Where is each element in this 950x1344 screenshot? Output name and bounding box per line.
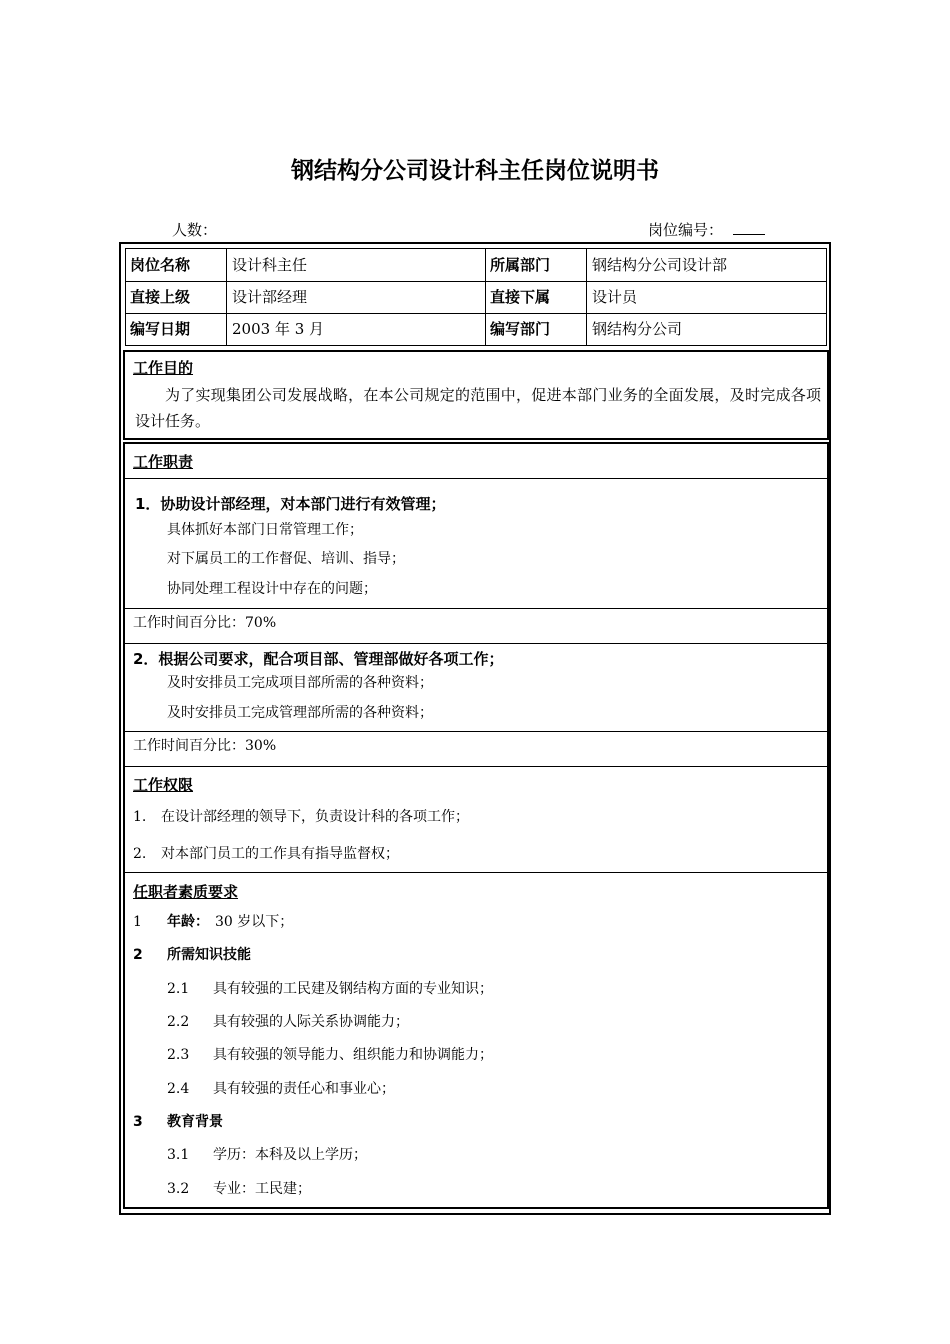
authority-item-1: 1. 在设计部经理的领导下，负责设计科的各项工作； bbox=[133, 809, 469, 825]
post-number-blank bbox=[733, 222, 765, 235]
label-date: 编写日期 bbox=[130, 320, 191, 338]
post-number bbox=[648, 219, 765, 240]
qual-skill-2-2: 2.2 具有较强的人际关系协调能力； bbox=[167, 1014, 409, 1030]
duty-group-2-time: 工作时间百分比：30% bbox=[133, 738, 277, 754]
label-subordinates: 直接下属 bbox=[490, 288, 551, 306]
label-post-name: 岗位名称 bbox=[130, 256, 191, 274]
purpose-text: 为了实现集团公司发展战略，在本公司规定的范围中，促进本部门业务的全面发展，及时完成各项设计任务。 bbox=[135, 386, 821, 430]
info-table bbox=[125, 248, 827, 346]
post-number-label: 岗位编号： bbox=[648, 221, 724, 239]
job-description-frame bbox=[119, 242, 831, 1215]
label-supervisor: 直接上级 bbox=[130, 288, 191, 306]
duty-group-2-title: 2．根据公司要求，配合项目部、管理部做好各项工作； bbox=[133, 650, 504, 668]
value-author-dept: 钢结构分公司 bbox=[592, 320, 683, 338]
duties-section: 工作职责 1．协助设计部经理，对本部门进行有效管理； 具体抓好本部门日常管理工作； 对下属员工的工作督促、培训、指导； 协同处理工程设计中存在的问题； 工作时间百分比：70% 2．根据公司要求，配合项目部、管理部做好各项工作； 及时安排员工完成项目部所需的各种资料； 及时安排员工完成管理部所需的各种资料； 工作时间百分比：30% 工作权限 1. 在设计部经理的领导下，负责设计科的各项工作； 2. 对本部门员工的工作具有指导监督权； 任职者素质要求 1 年龄： 30 岁以下； 2 所需知识技能 2.1 具有较强的工民建及钢结构方面的专业知识； 2.2 具有较强的人际关系协调能力； 2.3 具有较强的领导能力、组织能力和协调能力； 2.4 具有较强的责任心和事业心； 3 教育背景 3.1 学历：本科及以上学历； 3.2 专业：工民建； bbox=[123, 442, 829, 1209]
value-subordinates: 设计员 bbox=[592, 288, 638, 306]
qual-edu-3-1: 3.1 学历：本科及以上学历； bbox=[167, 1147, 367, 1163]
purpose-heading: 工作目的 bbox=[133, 359, 194, 377]
qual-edu-3-2: 3.2 专业：工民建； bbox=[167, 1181, 311, 1197]
qualifications-heading: 任职者素质要求 bbox=[133, 883, 239, 901]
qual-skill-2-3: 2.3 具有较强的领导能力、组织能力和协调能力； bbox=[167, 1047, 493, 1063]
label-department: 所属部门 bbox=[490, 256, 551, 274]
document-title: 钢结构分公司设计科主任岗位说明书 bbox=[291, 158, 659, 184]
authority-heading: 工作权限 bbox=[133, 776, 194, 794]
qual-age: 1 年龄： 30 岁以下； bbox=[133, 914, 294, 930]
qual-skills: 2 所需知识技能 bbox=[133, 947, 251, 963]
value-department: 钢结构分公司设计部 bbox=[592, 256, 728, 274]
value-post-name: 设计科主任 bbox=[232, 256, 308, 274]
duty-group-1-time: 工作时间百分比：70% bbox=[133, 615, 277, 631]
duties-heading: 工作职责 bbox=[133, 453, 194, 471]
value-date: 2003 年 3 月 bbox=[232, 320, 325, 338]
value-supervisor: 设计部经理 bbox=[232, 288, 308, 306]
authority-item-2: 2. 对本部门员工的工作具有指导监督权； bbox=[133, 846, 399, 862]
duty-group-1-title: 1．协助设计部经理，对本部门进行有效管理； bbox=[135, 495, 446, 513]
headcount-label: 人数： bbox=[172, 221, 218, 239]
qual-skill-2-1: 2.1 具有较强的工民建及钢结构方面的专业知识； bbox=[167, 981, 493, 997]
purpose-section bbox=[123, 350, 829, 440]
label-author-dept: 编写部门 bbox=[490, 320, 551, 338]
qual-education: 3 教育背景 bbox=[133, 1114, 223, 1130]
qual-skill-2-4: 2.4 具有较强的责任心和事业心； bbox=[167, 1081, 395, 1097]
